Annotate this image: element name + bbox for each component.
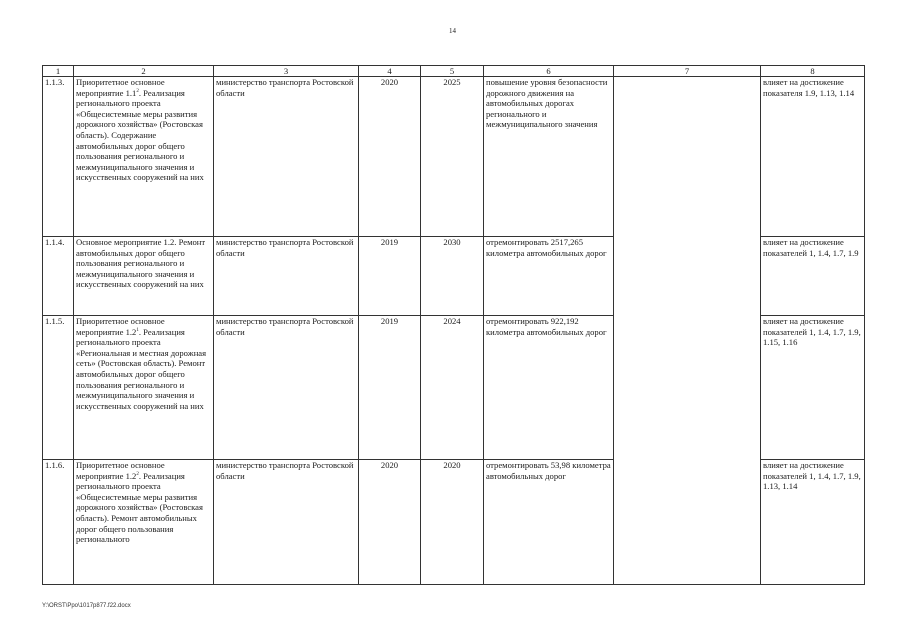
end-year: 2025 [421, 77, 484, 237]
start-year: 2020 [359, 77, 421, 237]
header-col-1: 1 [43, 66, 74, 77]
expected-result: отремонтировать 2517,265 километра автомобильных дорог [484, 237, 614, 316]
expected-result: повышение уровня безопасности дорожного движения на автомобильных дорогах регионального и межмуниципального значения [484, 77, 614, 237]
measure-name: Приоритетное основное мероприятие $1.1^2$. Реализация регионального проекта «Общесистемные меры развития дорожного хозяйства» (Ростовская область). Содержание автомобильных дорог общего пользования регионального и межмуниципального значения и искусственных сооружений на них [74, 77, 214, 237]
header-col-4: 4 [359, 66, 421, 77]
header-row [43, 66, 865, 77]
header-col-2: 2 [74, 66, 214, 77]
row-number: 1.1.6. [43, 460, 74, 585]
indicator-link: влияет на достижение показателя 1.9, 1.13, 1.14 [761, 77, 865, 237]
measure-name: Приоритетное основное мероприятие $1.2^2$. Реализация регионального проекта «Общесистемные меры развития дорожного хозяйства» (Ростовская область). Ремонт автомобильных дорог общего пользования регионального [74, 460, 214, 585]
indicator-link: влияет на достижение показателей 1, 1.4, 1.7, 1.9 [761, 237, 865, 316]
page-number: 14 [449, 27, 456, 35]
header-col-6: 6 [484, 66, 614, 77]
expected-result: отремонтировать 53,98 километра автомобильных дорог [484, 460, 614, 585]
row-number: 1.1.4. [43, 237, 74, 316]
indicator-link: влияет на достижение показателей 1, 1.4, 1.7, 1.9, 1.15, 1.16 [761, 316, 865, 460]
start-year: 2019 [359, 316, 421, 460]
end-year: 2024 [421, 316, 484, 460]
end-year: 2020 [421, 460, 484, 585]
file-path-footer: Y:\ORST\Ppo\1017p877.f22.docx [42, 603, 131, 609]
executor: министерство транспорта Ростовской области [214, 460, 359, 585]
row-number: 1.1.5. [43, 316, 74, 460]
measures-table [42, 65, 865, 585]
start-year: 2019 [359, 237, 421, 316]
executor: министерство транспорта Ростовской области [214, 316, 359, 460]
header-col-7: 7 [614, 66, 761, 77]
measure-name: Приоритетное основное мероприятие $1.2^1$. Реализация регионального проекта «Региональная и местная дорожная сеть» (Ростовская область). Ремонт автомобильных дорог общего пользования регионального и межмуниципального значения и искусственных сооружений на них [74, 316, 214, 460]
expected-result: отремонтировать 922,192 километра автомобильных дорог [484, 316, 614, 460]
row-number: 1.1.3. [43, 77, 74, 237]
measure-name: Основное мероприятие 1.2. Ремонт автомобильных дорог общего пользования регионального и межмуниципального значения и искусственных сооружений на них [74, 237, 214, 316]
indicator-link: влияет на достижение показателей 1, 1.4, 1.7, 1.9, 1.13, 1.14 [761, 460, 865, 585]
col7-cell [614, 77, 761, 585]
end-year: 2030 [421, 237, 484, 316]
executor: министерство транспорта Ростовской области [214, 77, 359, 237]
header-col-8: 8 [761, 66, 865, 77]
header-col-3: 3 [214, 66, 359, 77]
start-year: 2020 [359, 460, 421, 585]
header-col-5: 5 [421, 66, 484, 77]
table-row [43, 77, 865, 237]
executor: министерство транспорта Ростовской области [214, 237, 359, 316]
